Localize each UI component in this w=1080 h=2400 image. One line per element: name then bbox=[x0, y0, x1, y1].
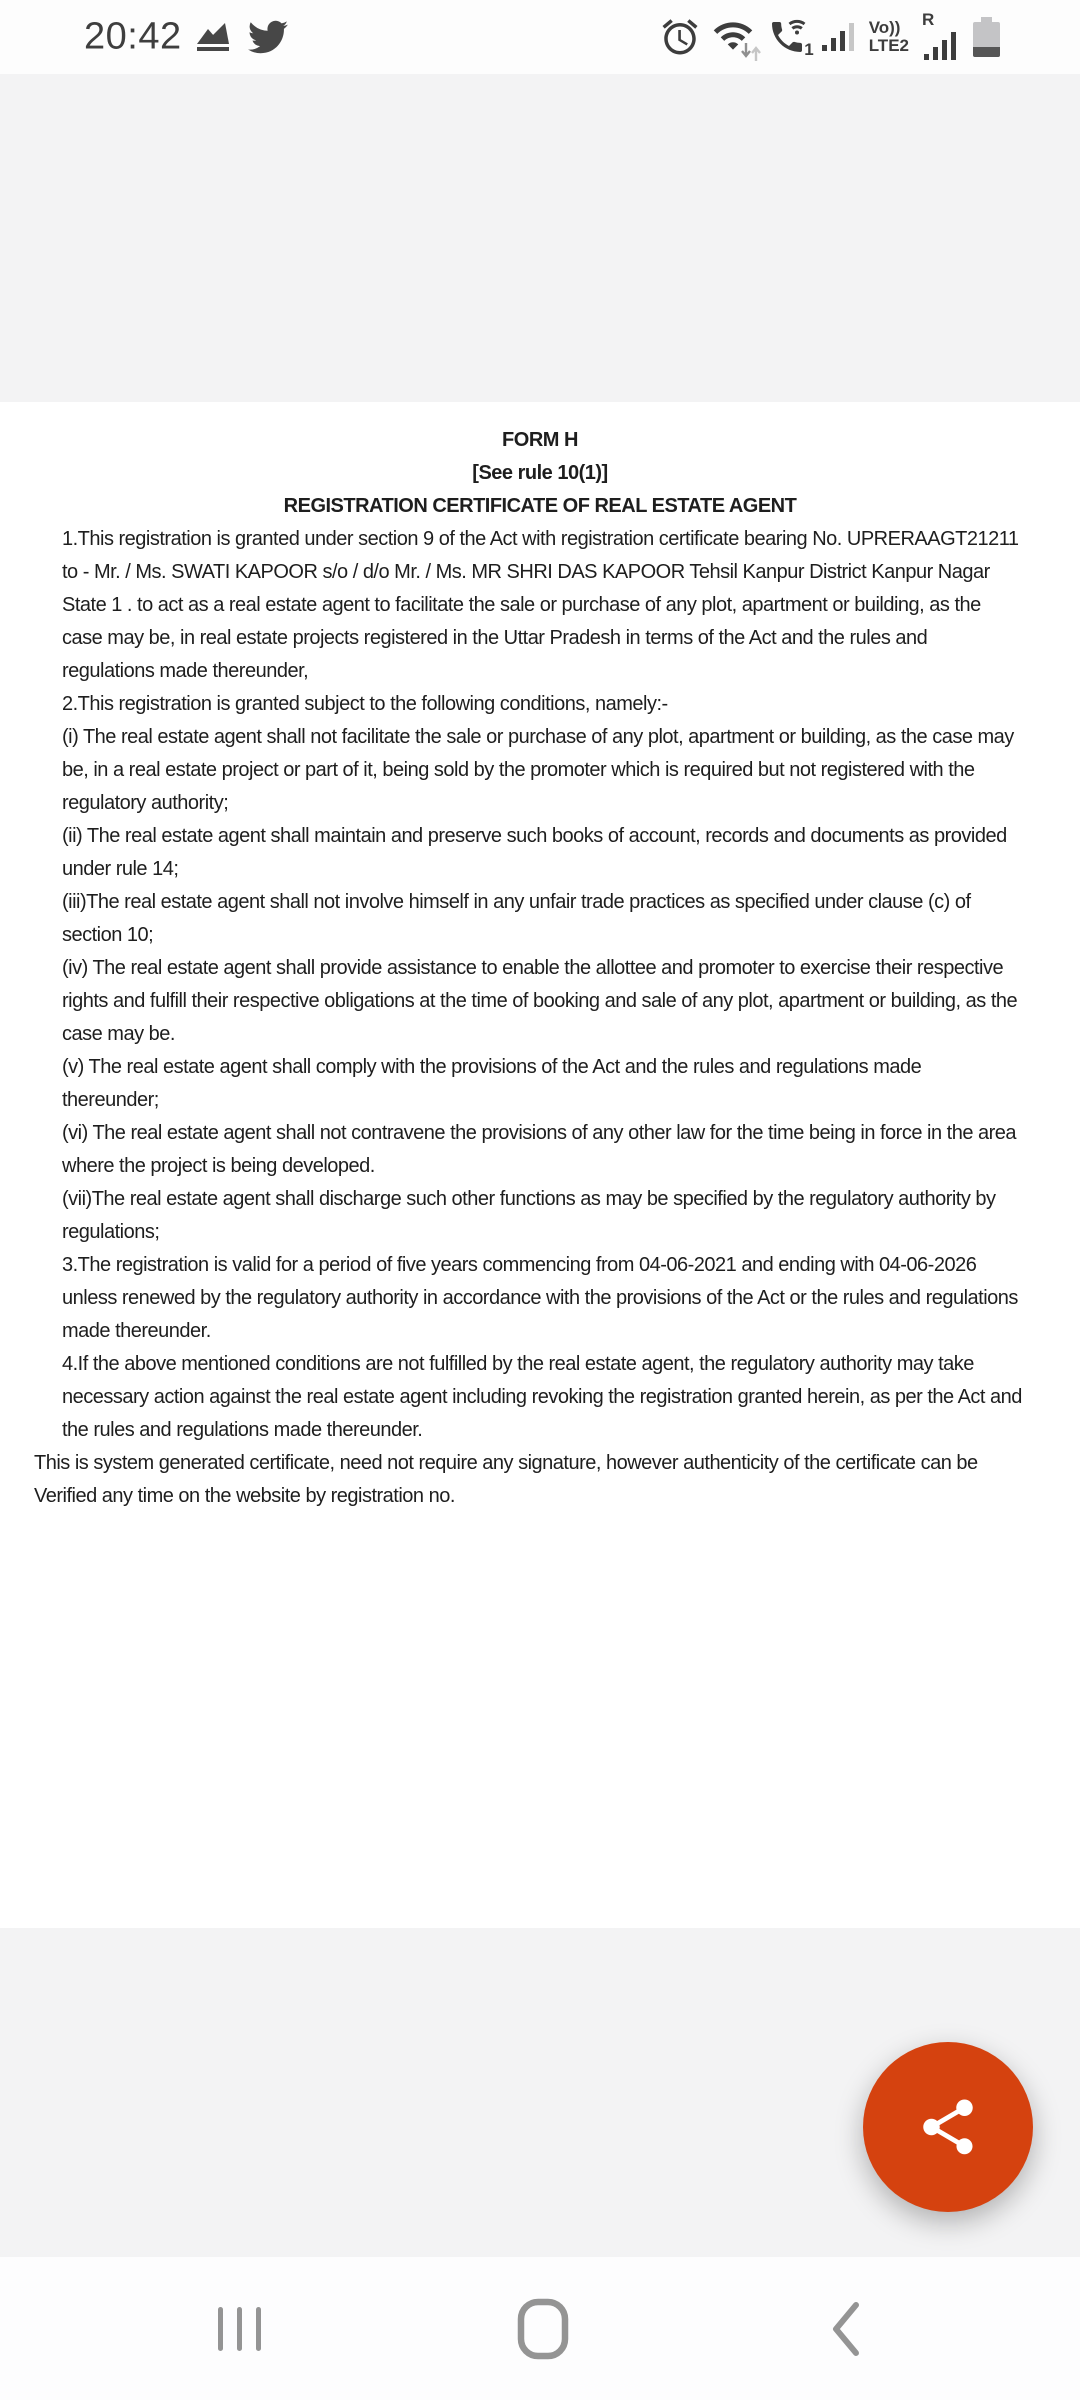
paragraph-8: (vi) The real estate agent shall not contravene the provisions of any other law for the time being in force in the area where the project is being developed. bbox=[62, 1122, 1017, 1177]
battery-icon bbox=[973, 16, 1000, 58]
paragraph-3: (i) The real estate agent shall not facilitate the sale or purchase of any plot, apartment or building, as the case may be, in a real estate project or part of it, being sold by the promoter which is required but not registered with the regulatory authority; bbox=[62, 726, 1014, 814]
paragraph-6: (iv) The real estate agent shall provide assistance to enable the allottee and promoter to exercise their respective rights and fulfill their respective obligations at the time of booking and sale of any plot, apartment or building, as the case may be. bbox=[62, 957, 1018, 1045]
notification-icons bbox=[196, 0, 288, 74]
paragraph-7: (v) The real estate agent shall comply with the provisions of the Act and the rules and regulations made thereunder; bbox=[62, 1056, 922, 1111]
volte-indicator bbox=[869, 19, 909, 55]
alarm-icon bbox=[659, 16, 701, 58]
back-icon bbox=[825, 2298, 865, 2360]
home-button[interactable] bbox=[473, 2257, 613, 2400]
pdf-viewer[interactable] bbox=[0, 74, 1080, 2257]
paragraph-2: 2.This registration is granted subject to the following conditions, namely:- bbox=[62, 693, 668, 715]
volte-line2: LTE2 bbox=[868, 36, 909, 55]
wifi-traffic-arrows-icon bbox=[740, 42, 762, 62]
recents-button[interactable] bbox=[170, 2257, 310, 2400]
share-icon bbox=[915, 2094, 981, 2160]
document-page bbox=[0, 402, 1080, 1928]
wifi-icon bbox=[712, 14, 756, 60]
form-heading: REGISTRATION CERTIFICATE OF REAL ESTATE AGENT bbox=[283, 495, 797, 517]
paragraph-9: (vii)The real estate agent shall discharge such other functions as may be specified by the regulatory authority by regulations; bbox=[62, 1188, 996, 1243]
status-bar bbox=[0, 0, 1080, 74]
roaming-indicator bbox=[920, 12, 962, 62]
roaming-label: R bbox=[922, 10, 935, 29]
wifi-calling-icon bbox=[767, 14, 814, 60]
paragraph-4: (ii) The real estate agent shall maintain and preserve such books of account, records and documents as provided under rule 14; bbox=[62, 825, 1007, 880]
recents-icon bbox=[217, 2306, 263, 2352]
signal-sim2-icon bbox=[924, 26, 960, 60]
paragraph-11: 4.If the above mentioned conditions are not fulfilled by the real estate agent, the regulatory authority may take necessary action against the real estate agent including revoking the registration granted herein, as per the Act and the rules and regulations made thereunder. bbox=[62, 1353, 1022, 1441]
volte-line1: Vo)) bbox=[868, 18, 901, 37]
paragraph-10: 3.The registration is valid for a period of five years commencing from 04-06-2021 and ending with 04-06-2026 unless renewed by the regulatory authority in accordance with the provisions of the Act or the rules and regulations made thereunder. bbox=[62, 1254, 1018, 1342]
paragraph-5: (iii)The real estate agent shall not involve himself in any unfair trade practices as specified under clause (c) of section 10; bbox=[62, 891, 971, 946]
wifi-calling-sim-label: 1 bbox=[804, 40, 814, 59]
signal-sim1-icon bbox=[822, 19, 858, 55]
clock-time: 20:42 bbox=[84, 15, 182, 58]
home-icon bbox=[517, 2298, 569, 2360]
footer-note: This is system generated certificate, need not require any signature, however authenticity of the certificate can be Verified any time on the website by registration no. bbox=[34, 1452, 978, 1507]
form-rule: [See rule 10(1)] bbox=[472, 462, 608, 484]
gallery-icon bbox=[196, 19, 234, 55]
twitter-icon bbox=[248, 19, 288, 55]
back-button[interactable] bbox=[775, 2257, 915, 2400]
paragraph-1: 1.This registration is granted under section 9 of the Act with registration certificate bearing No. UPRERAAGT21211 to - Mr. / Ms. SWATI KAPOOR s/o / d/o Mr. / Ms. MR SHRI DAS KAPOOR Tehsil Kanpur District Kanpur Nagar State 1 . to act as a real estate agent to facilitate the sale or purchase of any plot, apartment or building, as the case may be, in real estate projects registered in the Uttar Pradesh in terms of the Act and the rules and regulations made thereunder, bbox=[62, 528, 1019, 682]
share-fab-button[interactable] bbox=[863, 2042, 1033, 2212]
form-title: FORM H bbox=[502, 429, 578, 451]
status-icons bbox=[659, 0, 1000, 74]
navigation-bar bbox=[0, 2257, 1080, 2400]
